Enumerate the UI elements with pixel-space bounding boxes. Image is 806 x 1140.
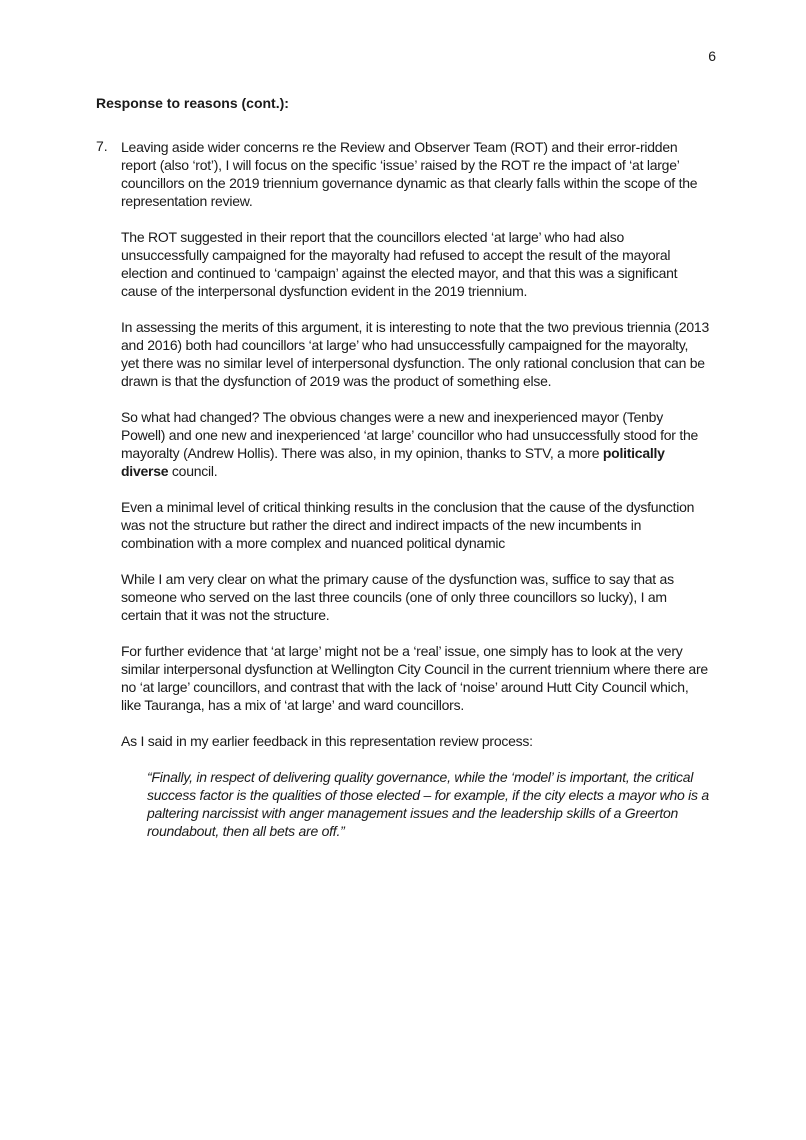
paragraph-further-evidence: For further evidence that ‘at large’ might not be a ‘real’ issue, one simply has to look at the very similar interpersonal dysfunction at Wellington City Council in the current triennium where there are no ‘at large’ councillors, and contrast that with the lack of ‘noise’ around Hutt City Council which, like Tauranga, has a mix of ‘at large’ and ward councillors. [121,643,708,713]
section-heading: Response to reasons (cont.): [96,95,289,111]
paragraph-earlier-feedback: As I said in my earlier feedback in this representation review process: [121,733,533,749]
paragraph-rot-suggestion: The ROT suggested in their report that the councillors elected ‘at large’ who had also unsuccessfully campaigned for the mayoralty had refused to accept the result of the mayoral election and continued to ‘campaign’ against the elected mayor, and that this was a significant cause of the interpersonal dysfunction evident in the 2019 triennium. [121,229,678,299]
list-item-number: 7. [96,138,108,154]
list-item-content [121,138,709,840]
paragraph-what-changed-end: council. [168,463,218,479]
emphasis-politically-diverse: politically diverse [121,445,665,479]
paragraph-what-changed [121,408,709,480]
paragraph-critical-thinking: Even a minimal level of critical thinking results in the conclusion that the cause of the dysfunction was not the structure but rather the direct and indirect impacts of the new incumbents in combination with a more complex and nuanced political dynamic [121,499,695,551]
page-number: 6 [708,48,716,64]
paragraph-rot-concerns: Leaving aside wider concerns re the Review and Observer Team (ROT) and their error-ridden report (also ‘rot’), I will focus on the specific ‘issue’ raised by the ROT re the impact of ‘at large’ councillors on the 2019 triennium governance dynamic as that clearly falls within the scope of the representation review. [121,139,698,209]
paragraph-what-changed-text: So what had changed? The obvious changes were a new and inexperienced mayor (Tenby Powell) and one new and inexperienced ‘at large’ councillor who had unsuccessfully stood for the mayoralty (Andrew Hollis). There was also, in my opinion, thanks to STV, a more [121,409,699,461]
block-quote: “Finally, in respect of delivering quality governance, while the ‘model’ is important, the critical success factor is the qualities of those elected – for example, if the city elects a mayor who is a paltering narcissist with anger management issues and the leadership skills of a Greerton roundabout, then all bets are off.” [147,769,709,839]
paragraph-primary-cause: While I am very clear on what the primary cause of the dysfunction was, suffice to say that as someone who served on the last three councils (one of only three councillors so lucky), I am certain that it was not the structure. [121,571,674,623]
paragraph-previous-triennia: In assessing the merits of this argument, it is interesting to note that the two previous triennia (2013 and 2016) both had councillors ‘at large’ who had unsuccessfully campaigned for the mayoralty, yet there was no similar level of interpersonal dysfunction. The only rational conclusion that can be drawn is that the dysfunction of 2019 was the product of something else. [121,319,709,389]
